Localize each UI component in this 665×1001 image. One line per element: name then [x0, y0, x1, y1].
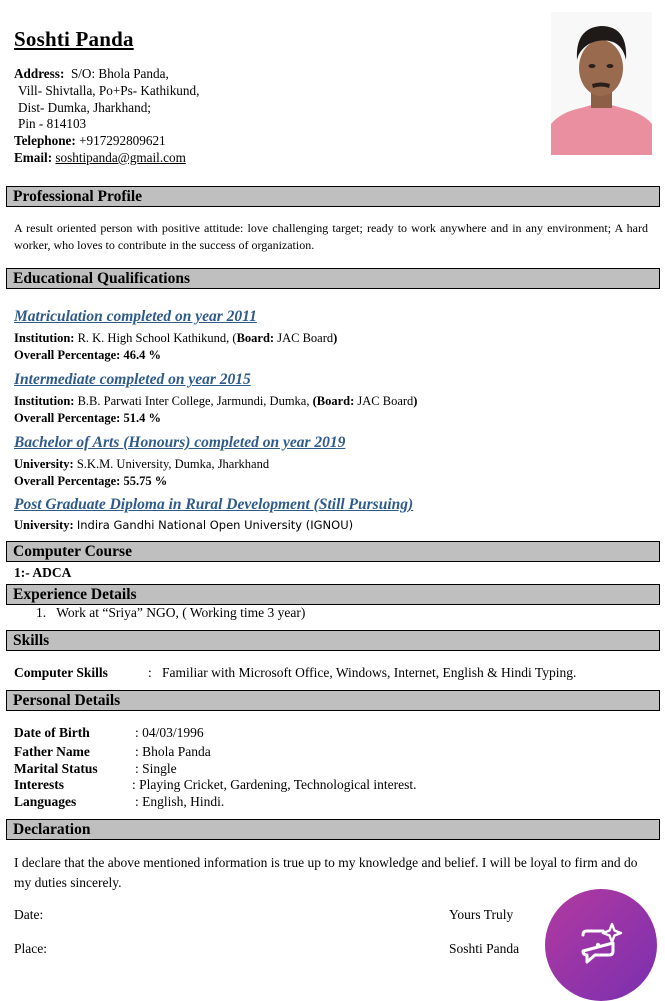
address-line-3: Dist- Dumka, Jharkhand; — [18, 99, 151, 115]
qualification-percentage: Overall Percentage: 51.4 % — [14, 411, 161, 425]
section-header-declaration: Declaration — [6, 819, 660, 840]
qualification-title: Matriculation completed on year 2011 — [14, 308, 257, 325]
date-label: Date: — [14, 907, 44, 922]
chat-sparkle-icon — [577, 921, 625, 969]
telephone-value: +917292809621 — [79, 133, 166, 149]
personal-row-marital: Marital Status : Single — [14, 761, 177, 776]
skills-row: Computer Skills : Familiar with Microsoft Office, Windows, Internet, English & Hindi Typing. — [14, 665, 577, 680]
section-header-experience: Experience Details — [6, 584, 660, 605]
qualification-title: Intermediate completed on year 2015 — [14, 371, 251, 388]
section-header-education: Educational Qualifications — [6, 268, 660, 289]
address-line-1: S/O: Bhola Panda, — [70, 66, 169, 81]
qualification-percentage: Overall Percentage: 55.75 % — [14, 474, 168, 488]
qualification-institution: University: Indira Gandhi National Open University (IGNOU) — [14, 518, 354, 532]
profile-photo — [551, 12, 652, 155]
personal-row-interests: Interests : Playing Cricket, Gardening, Technological interest. — [14, 777, 417, 792]
telephone-label: Telephone: — [14, 133, 76, 149]
personal-row-languages: Languages : English, Hindi. — [14, 794, 225, 809]
chat-assistant-button[interactable] — [545, 889, 657, 1001]
qualification-institution: Institution: R. K. High School Kathikund, (Board: JAC Board) — [14, 331, 338, 345]
qualification-title: Post Graduate Diploma in Rural Development (Still Pursuing) — [14, 496, 414, 513]
experience-item: 1. Work at “Sriya” NGO, ( Working time 3 year) — [36, 605, 306, 620]
candidate-name: Soshti Panda — [14, 27, 134, 51]
qualification-percentage: Overall Percentage: 46.4 % — [14, 348, 161, 362]
place-label: Place: — [14, 941, 47, 956]
address-line-4: Pin - 814103 — [18, 116, 87, 132]
contact-block: Address: S/O: Bhola Panda, Vill- Shivtalla, Po+Ps- Kathikund, Dist- Dumka, Jharkhand; Pin - 814103 Telephone: +917292809621 Email: soshtipanda@gmail.com — [14, 66, 200, 165]
section-header-profile: Professional Profile — [6, 186, 660, 207]
declaration-text: I declare that the above mentioned information is true up to my knowledge and belief. I will be loyal to firm and do my duties sincerely. — [14, 855, 638, 890]
address-line-2: Vill- Shivtalla, Po+Ps- Kathikund, — [18, 82, 200, 98]
qualification-title: Bachelor of Arts (Honours) completed on year 2019 — [14, 434, 346, 451]
personal-row-father: Father Name : Bhola Panda — [14, 744, 211, 759]
qualification-institution: University: S.K.M. University, Dumka, Jharkhand — [14, 457, 270, 471]
signature-name: Soshti Panda — [449, 941, 520, 956]
section-header-skills: Skills — [6, 630, 660, 651]
qualification-institution: Institution: B.B. Parwati Inter College, Jarmundi, Dumka, (Board: JAC Board) — [14, 394, 418, 408]
personal-row-dob: Date of Birth : 04/03/1996 — [14, 725, 204, 740]
address-label: Address — [14, 66, 60, 81]
section-header-computer-course: Computer Course — [6, 541, 660, 562]
computer-course-item: 1:- ADCA — [14, 565, 72, 580]
section-header-personal: Personal Details — [6, 690, 660, 711]
yours-truly: Yours Truly — [449, 907, 514, 922]
email-link[interactable]: soshtipanda@gmail.com — [55, 149, 186, 165]
email-label: Email: — [14, 149, 53, 165]
profile-text: A result oriented person with positive attitude: love challenging target; ready to work anywhere and in any environment; A hard worker, who loves to contribute in the success of organization. — [14, 221, 648, 252]
